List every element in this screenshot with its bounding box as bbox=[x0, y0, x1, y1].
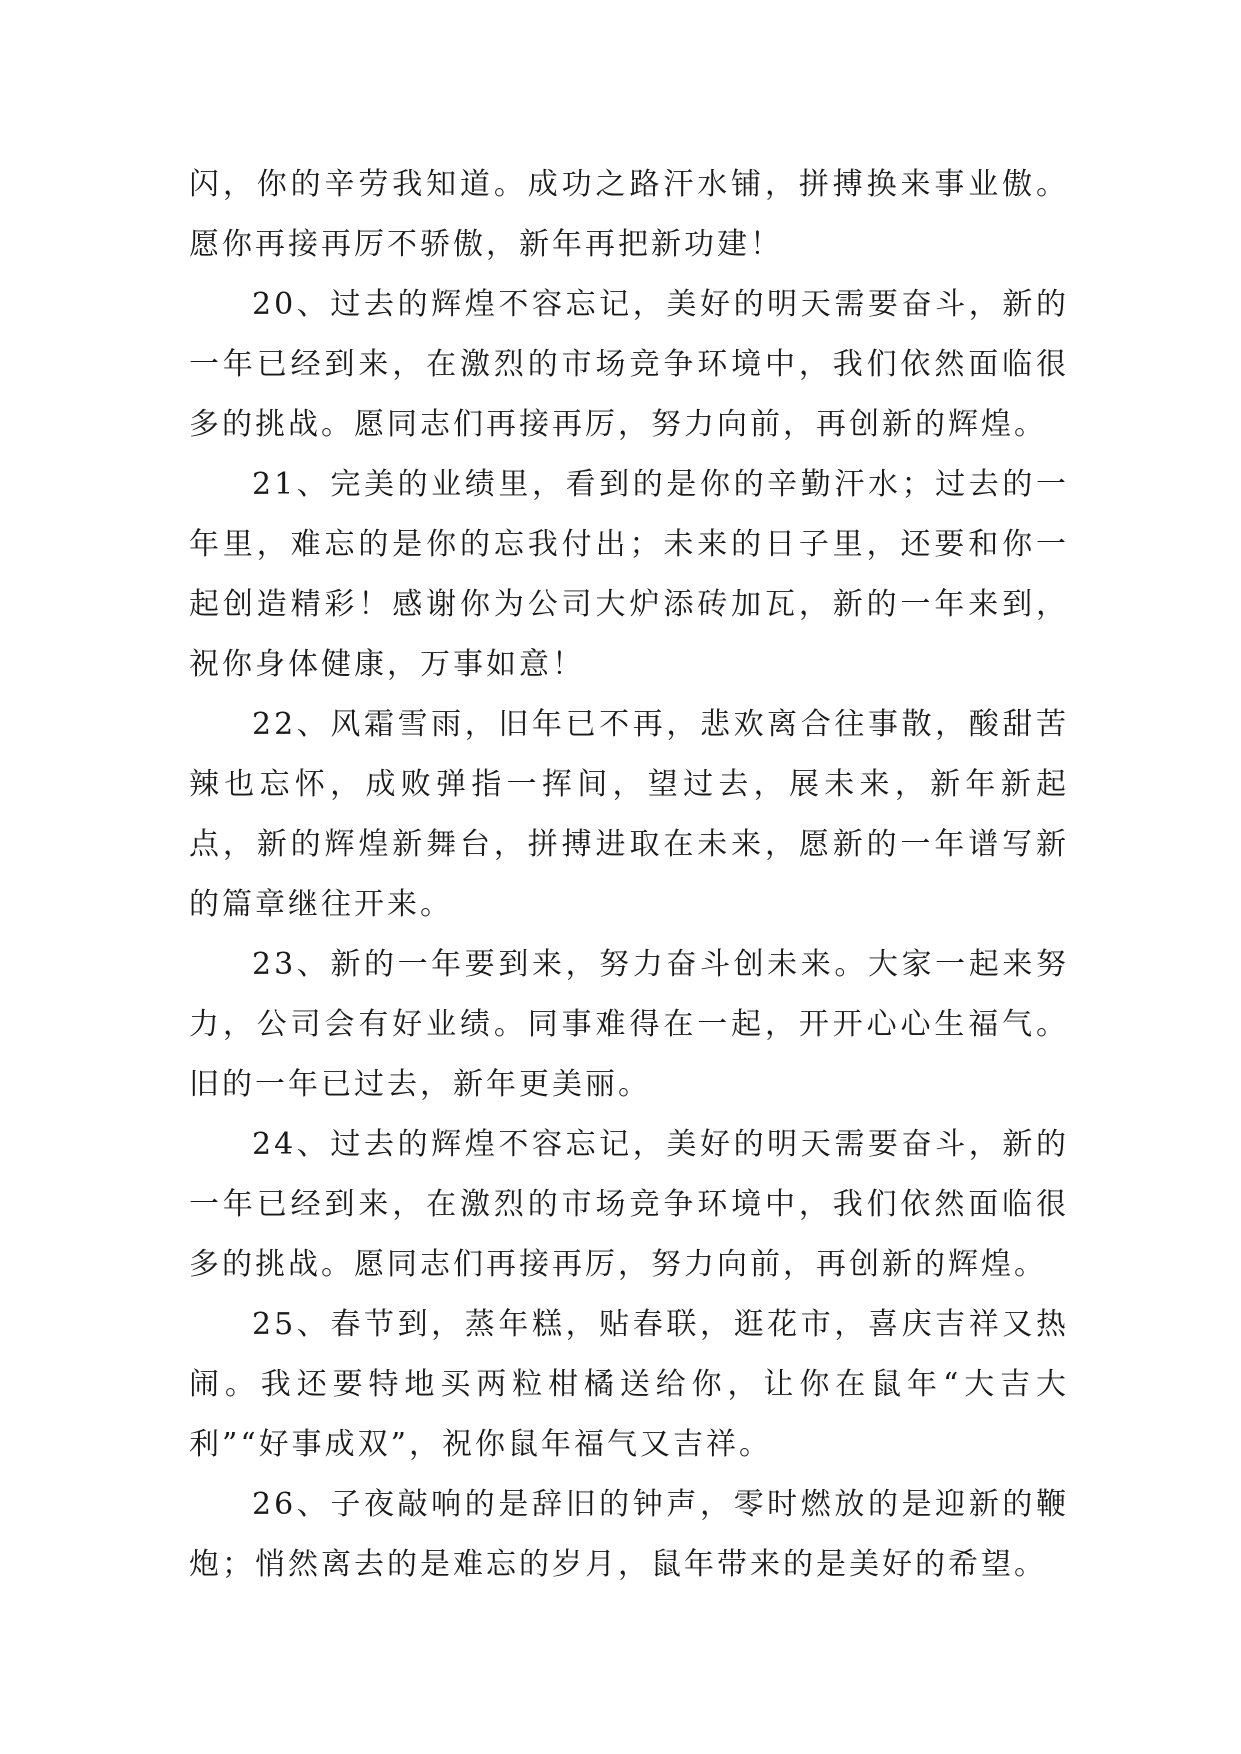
paragraph-23: 23、新的一年要到来，努力奋斗创未来。大家一起来努力，公司会有好业绩。同事难得在一起，开开心心生福气。旧的一年已过去，新年更美丽。 bbox=[189, 947, 1069, 1102]
paragraph-20: 20、过去的辉煌不容忘记，美好的明天需要奋斗，新的一年已经到来，在激烈的市场竞争环境中，我们依然面临很多的挑战。愿同志们再接再厉，努力向前，再创新的辉煌。 bbox=[189, 287, 1069, 442]
paragraph-continuation: 闪，你的辛劳我知道。成功之路汗水铺，拼搏换来事业傲。愿你再接再厉不骄傲，新年再把新功建！ bbox=[189, 167, 1069, 262]
paragraph-25: 25、春节到，蒸年糕，贴春联，逛花市，喜庆吉祥又热闹。我还要特地买两粒柑橘送给你，让你在鼠年“大吉大利”“好事成双”，祝你鼠年福气又吉祥。 bbox=[189, 1307, 1069, 1462]
paragraph-21: 21、完美的业绩里，看到的是你的辛勤汗水；过去的一年里，难忘的是你的忘我付出；未来的日子里，还要和你一起创造精彩！感谢你为公司大炉添砖加瓦，新的一年来到，祝你身体健康，万事如意！ bbox=[189, 467, 1069, 682]
document-body bbox=[189, 155, 1069, 1595]
paragraph-22: 22、风霜雪雨，旧年已不再，悲欢离合往事散，酸甜苦辣也忘怀，成败弹指一挥间，望过去，展未来，新年新起点，新的辉煌新舞台，拼搏进取在未来，愿新的一年谱写新的篇章继往开来。 bbox=[189, 707, 1069, 922]
paragraph-24: 24、过去的辉煌不容忘记，美好的明天需要奋斗，新的一年已经到来，在激烈的市场竞争环境中，我们依然面临很多的挑战。愿同志们再接再厉，努力向前，再创新的辉煌。 bbox=[189, 1127, 1069, 1282]
paragraph-26: 26、子夜敲响的是辞旧的钟声，零时燃放的是迎新的鞭炮；悄然离去的是难忘的岁月，鼠年带来的是美好的希望。 bbox=[189, 1487, 1069, 1582]
